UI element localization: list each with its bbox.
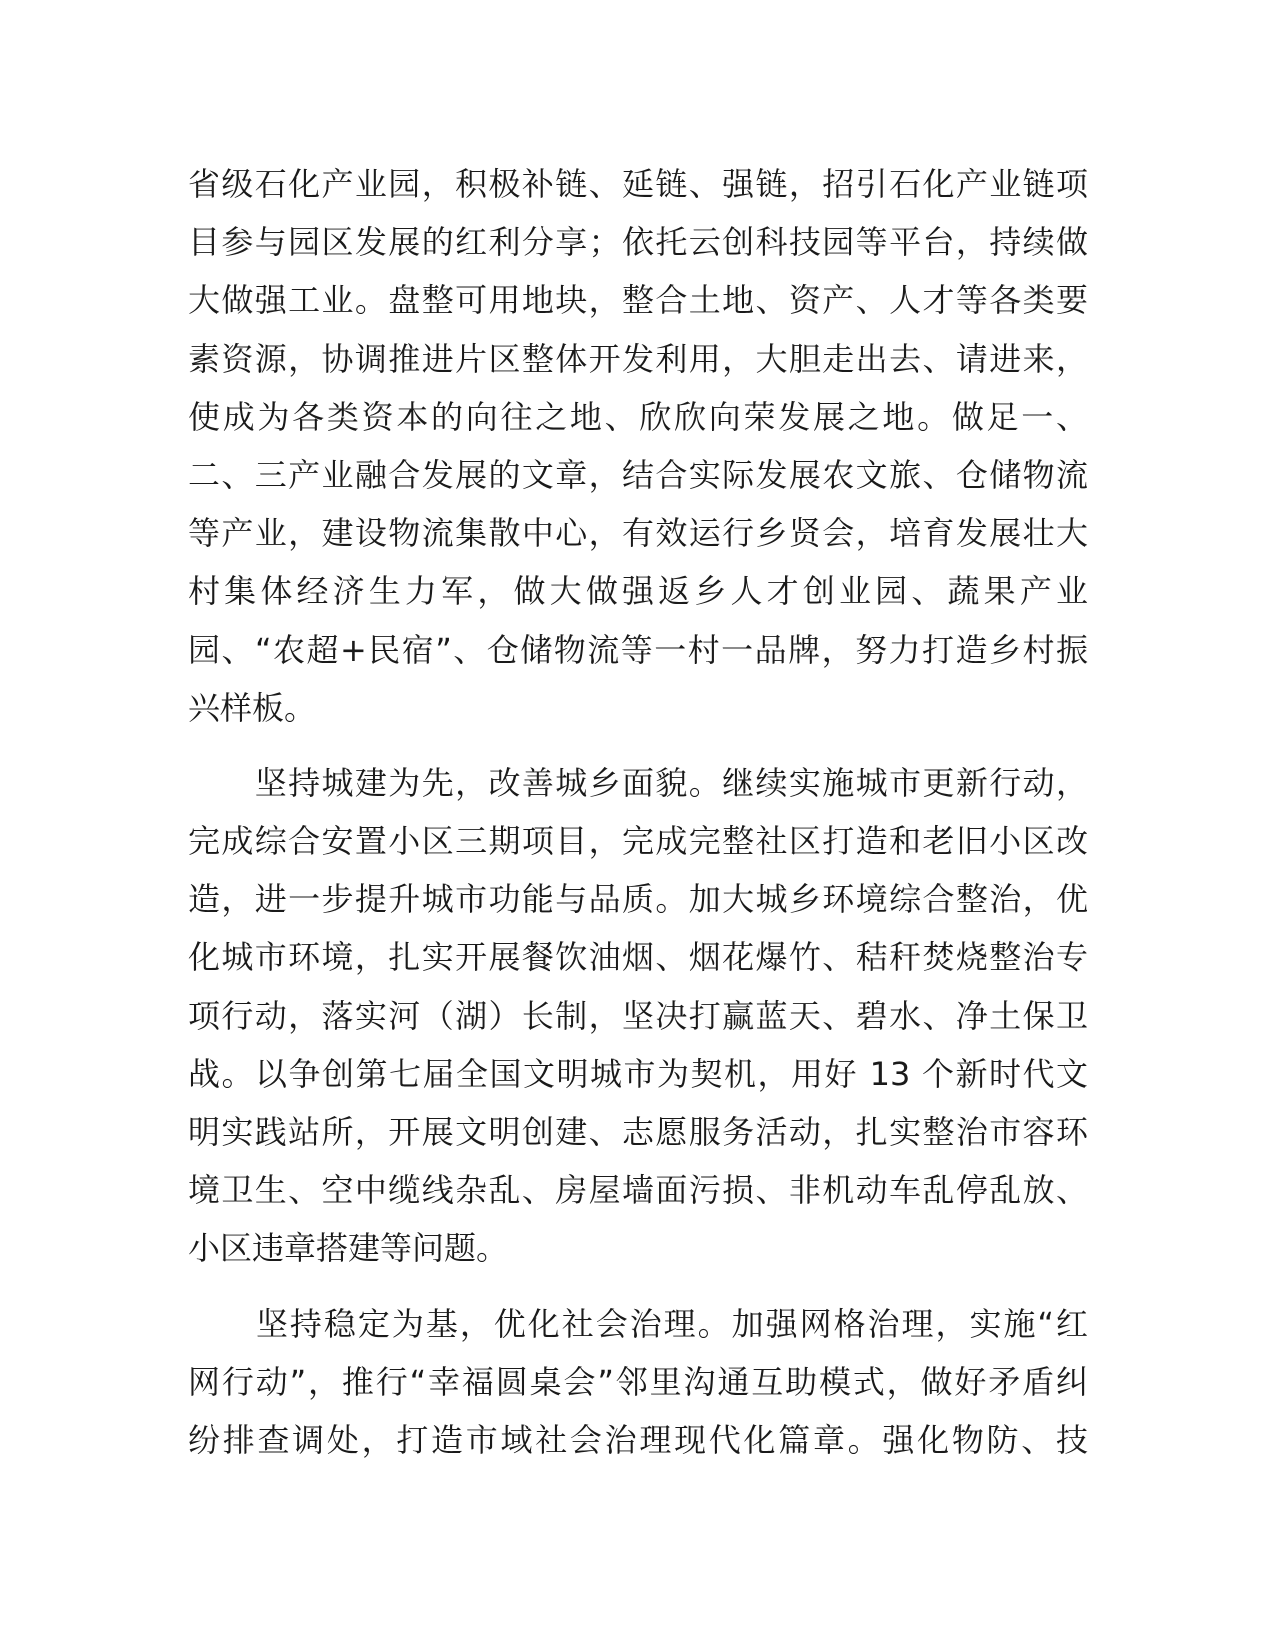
paragraph-1-line-6: 二、三产业融合发展的文章，结合实际发展农文旅、仓储物流 xyxy=(188,455,1088,494)
paragraph-1-line-7: 等产业，建设物流集散中心，有效运行乡贤会，培育发展壮大 xyxy=(188,514,1088,553)
paragraph-2-line-3: 造，进一步提升城市功能与品质。加大城乡环境综合整治，优 xyxy=(188,880,1088,919)
paragraph-1-line-5: 使成为各类资本的向往之地、欣欣向荣发展之地。做足一、 xyxy=(188,397,1088,436)
paragraph-2-line-5: 项行动，落实河（湖）长制，坚决打赢蓝天、碧水、净土保卫 xyxy=(188,996,1088,1035)
body-text xyxy=(188,155,1088,1469)
paragraph-2-line-7: 明实践站所，开展文明创建、志愿服务活动，扎实整治市容环 xyxy=(188,1113,1088,1151)
paragraph-2-line-8: 境卫生、空中缆线杂乱、房屋墙面污损、非机动车乱停乱放、 xyxy=(188,1171,1088,1210)
paragraph-2-line-1: 坚持城建为先，改善城乡面貌。继续实施城市更新行动， xyxy=(188,763,1088,802)
paragraph-3-line-2: 网行动”，推行“幸福圆桌会”邻里沟通互助模式，做好矛盾纠 xyxy=(188,1362,1088,1401)
paragraph-3-line-1: 坚持稳定为基，优化社会治理。加强网格治理，实施“红 xyxy=(188,1304,1088,1343)
paragraph-3-line-3: 纷排查调处，打造市域社会治理现代化篇章。强化物防、技 xyxy=(188,1420,1088,1459)
paragraph-spacer xyxy=(188,737,1088,754)
paragraph-1-line-2: 目参与园区发展的红利分享；依托云创科技园等平台，持续做 xyxy=(188,223,1088,262)
paragraph-1-line-4: 素资源，协调推进片区整体开发利用，大胆走出去、请进来， xyxy=(188,339,1088,378)
paragraph-1-line-10: 兴样板。 xyxy=(188,688,317,727)
paragraph-2-line-9: 小区违章搭建等问题。 xyxy=(188,1229,509,1268)
paragraph-1-line-3: 大做强工业。盘整可用地块，整合土地、资产、人才等各类要 xyxy=(188,281,1088,320)
paragraph-2-line-6: 战。以争创第七届全国文明城市为契机，用好 13 个新时代文 xyxy=(188,1054,1088,1093)
paragraph-1-line-1: 省级石化产业园，积极补链、延链、强链，招引石化产业链项 xyxy=(188,165,1088,203)
paragraph-2-line-4: 化城市环境，扎实开展餐饮油烟、烟花爆竹、秸秆焚烧整治专 xyxy=(188,938,1088,977)
paragraph-spacer xyxy=(188,1278,1088,1295)
paragraph-1-line-8: 村集体经济生力军，做大做强返乡人才创业园、蔬果产业 xyxy=(188,572,1088,611)
paragraph-1-line-9: 园、“农超+民宿”、仓储物流等一村一品牌，努力打造乡村振 xyxy=(188,630,1088,669)
paragraph-2-line-2: 完成综合安置小区三期项目，完成完整社区打造和老旧小区改 xyxy=(188,822,1088,861)
